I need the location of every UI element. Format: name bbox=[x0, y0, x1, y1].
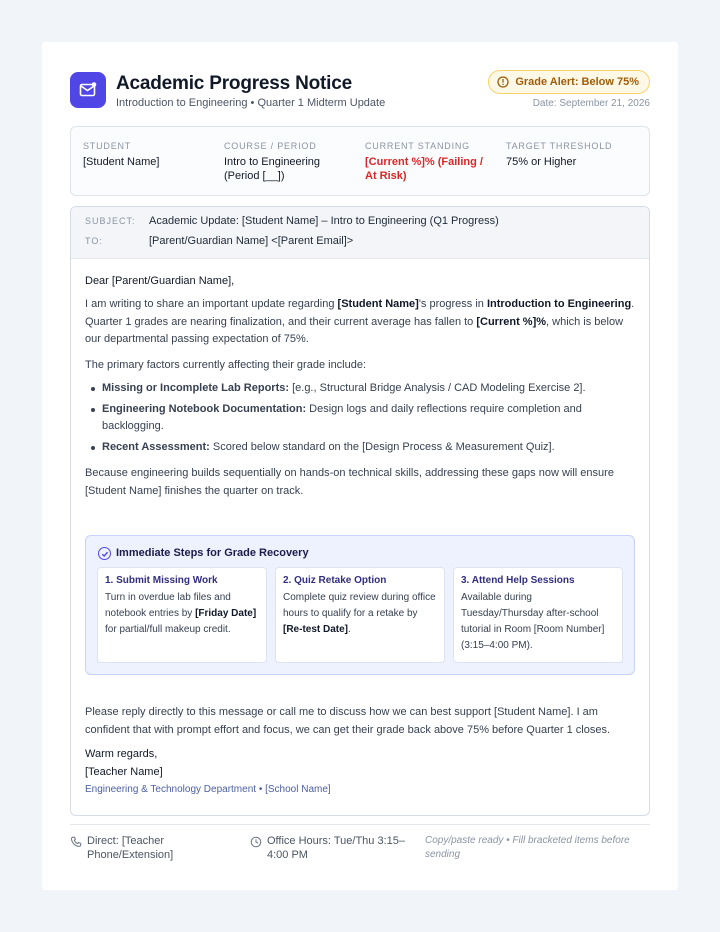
student-info-strip bbox=[70, 126, 650, 196]
info-standing bbox=[365, 141, 497, 183]
page-title: Academic Progress Notice bbox=[116, 73, 352, 94]
factor-list bbox=[85, 380, 637, 460]
info-value: 75% or Higher bbox=[506, 156, 577, 168]
paragraph-intro: I am writing to share an important update regarding [Student Name]'s progress in Introduction to Engineering. Quarter 1 grades are nearing finalization, and their current average has fallen to [Current %]%, which is below our departmental passing expectation of 75%. bbox=[85, 298, 635, 345]
mail-alert-icon bbox=[70, 72, 106, 108]
step-title: 1. Submit Missing Work bbox=[105, 575, 218, 586]
step-card-quiz-retake bbox=[275, 567, 445, 663]
info-label: STUDENT bbox=[83, 141, 132, 151]
footer-phone-text: Direct: [Teacher Phone/Extension] bbox=[87, 835, 174, 861]
teacher-name: [Teacher Name] bbox=[85, 766, 163, 778]
email-subject[interactable]: Academic Update: [Student Name] – Intro to Engineering (Q1 Progress) bbox=[149, 215, 499, 227]
notice-date: Date: September 21, 2026 bbox=[532, 98, 650, 109]
step-description: Available during Tuesday/Thursday after-school tutorial in Room [Room Number] (3:15–4:00 PM). bbox=[461, 592, 605, 651]
grade-alert-badge bbox=[488, 70, 650, 94]
info-label: TARGET THRESHOLD bbox=[506, 141, 613, 151]
page-subtitle: Introduction to Engineering • Quarter 1 Midterm Update bbox=[116, 97, 386, 109]
footer-hours bbox=[250, 834, 420, 862]
footer-note: Copy/paste ready • Fill bracketed items before sending bbox=[425, 835, 630, 860]
info-value: Intro to Engineering (Period [__]) bbox=[224, 156, 321, 182]
paragraph-factors: The primary factors currently affecting their grade include: bbox=[85, 359, 367, 371]
alert-badge-text: Grade Alert: Below 75% bbox=[515, 76, 639, 88]
email-card bbox=[70, 206, 650, 816]
department-line: Engineering & Technology Department • [School Name] bbox=[85, 784, 331, 795]
info-target bbox=[506, 141, 638, 169]
signoff: Warm regards, bbox=[85, 748, 158, 760]
step-card-help-sessions bbox=[453, 567, 623, 663]
to-label: TO: bbox=[85, 236, 103, 246]
current-percent-ref: [Current %]% bbox=[476, 315, 547, 328]
course-ref: Introduction to Engineering bbox=[486, 298, 632, 310]
info-value: [Student Name] bbox=[83, 156, 160, 168]
phone-icon bbox=[70, 836, 82, 848]
step-title: 2. Quiz Retake Option bbox=[283, 575, 387, 586]
step-title: 3. Attend Help Sessions bbox=[461, 575, 575, 586]
footer-phone bbox=[70, 834, 240, 862]
list-item: Recent Assessment: Scored below standard on the [Design Process & Measurement Quiz]. bbox=[85, 439, 637, 456]
step-description: Complete quiz review during office hours to qualify for a retake by [Re-test Date]. bbox=[283, 592, 436, 635]
clock-icon bbox=[250, 836, 262, 848]
info-label: CURRENT STANDING bbox=[365, 141, 470, 151]
info-value-risk: [Current %]% (Failing / At Risk) bbox=[365, 156, 483, 182]
email-recipient[interactable]: [Parent/Guardian Name] <[Parent Email]> bbox=[149, 235, 354, 247]
paragraph-closing: Please reply directly to this message or call me to discuss how we can best support [Student Name]. I am confident that with prompt effort and focus, we can get their grade back above 75% before Quarter 1 closes. bbox=[85, 706, 611, 736]
subject-label: SUBJECT: bbox=[85, 216, 136, 226]
notice-page bbox=[42, 42, 678, 890]
paragraph-sequential: Because engineering builds sequentially on hands-on technical skills, addressing these gaps now will ensure [Student Name] finishes the quarter on track. bbox=[85, 467, 614, 497]
alert-icon bbox=[497, 76, 509, 88]
info-course bbox=[224, 141, 356, 183]
list-item: Missing or Incomplete Lab Reports: [e.g., Structural Bridge Analysis / CAD Modeling Exercise 2]. bbox=[85, 380, 637, 397]
greeting: Dear [Parent/Guardian Name], bbox=[85, 275, 235, 287]
footer-hours-text: Office Hours: Tue/Thu 3:15–4:00 PM bbox=[267, 835, 405, 861]
check-circle-icon bbox=[98, 547, 111, 560]
recovery-steps-panel bbox=[85, 535, 635, 675]
footer-divider bbox=[70, 824, 650, 825]
list-item: Engineering Notebook Documentation: Design logs and daily reflections require completion and backlogging. bbox=[85, 401, 637, 435]
step-description: Turn in overdue lab files and notebook entries by [Friday Date] for partial/full makeup credit. bbox=[105, 592, 257, 635]
student-name-ref: [Student Name] bbox=[337, 298, 419, 310]
info-label: COURSE / PERIOD bbox=[224, 141, 317, 151]
steps-title: Immediate Steps for Grade Recovery bbox=[116, 547, 309, 559]
step-card-missing-work bbox=[97, 567, 267, 663]
email-header bbox=[71, 207, 649, 259]
info-student bbox=[83, 141, 215, 169]
